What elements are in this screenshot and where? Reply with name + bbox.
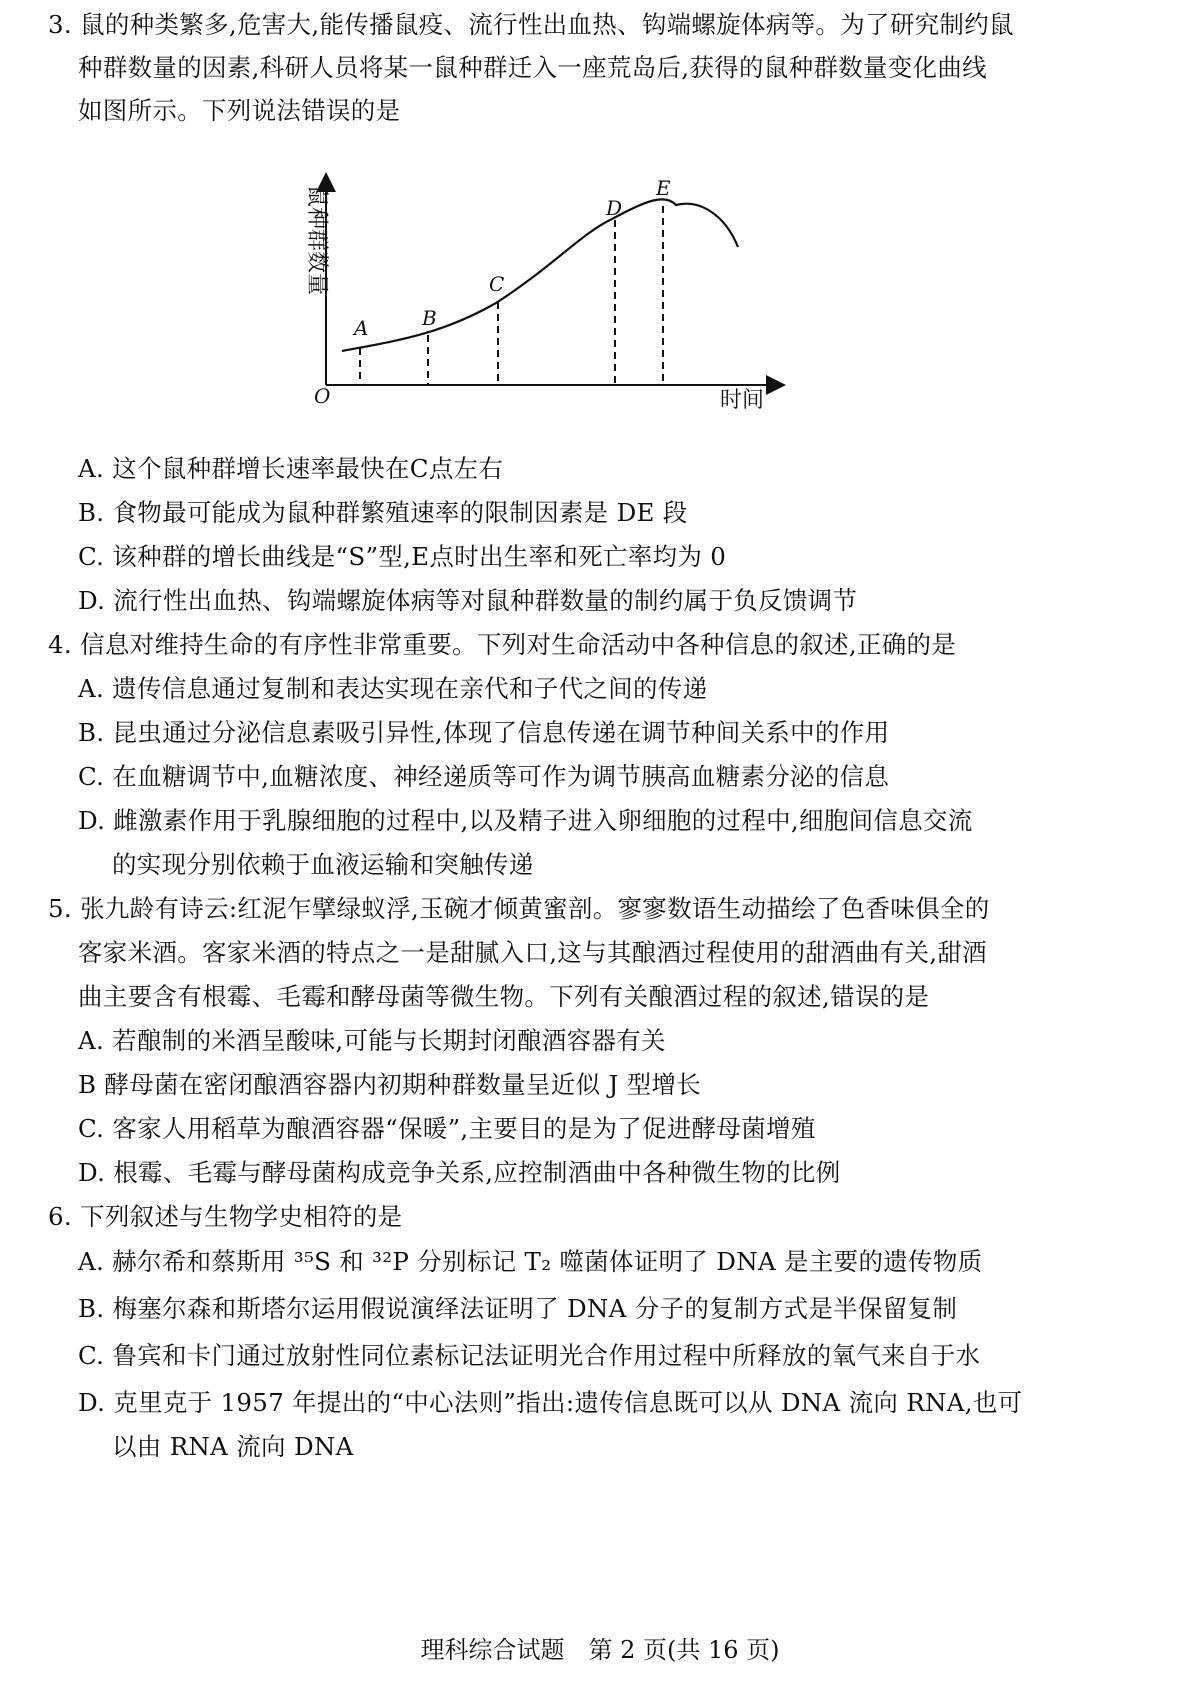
q5-option-a: A. 若酿制的米酒呈酸味,可能与长期封闭酿酒容器有关 — [78, 1026, 666, 1055]
q6-stem: 6. 下列叙述与生物学史相符的是 — [48, 1202, 403, 1231]
q4-option-a: A. 遗传信息通过复制和表达实现在亲代和子代之间的传递 — [78, 674, 708, 703]
population-curve-svg — [300, 175, 860, 465]
q5-option-c: C. 客家人用稻草为酿酒容器“保暖”,主要目的是为了促进酵母菌增殖 — [78, 1114, 816, 1143]
page-footer: 理科综合试题 第 2 页(共 16 页) — [420, 1636, 780, 1664]
q4-option-b: B. 昆虫通过分泌信息素吸引异性,体现了信息传递在调节种间关系中的作用 — [78, 718, 890, 747]
q5-stem-line-3: 曲主要含有根霉、毛霉和酵母菌等微生物。下列有关酿酒过程的叙述,错误的是 — [78, 982, 930, 1011]
q6-option-d-cont: 以由 RNA 流向 DNA — [112, 1432, 354, 1461]
point-label-c: C — [489, 272, 505, 296]
q5-option-b: B 酵母菌在密闭酿酒容器内初期种群数量呈近似 J 型增长 — [78, 1070, 702, 1099]
y-axis-label: 鼠种群数量 — [304, 185, 329, 296]
q3-stem-line-3: 如图所示。下列说法错误的是 — [78, 96, 401, 125]
q3-stem-line-1: 3. 鼠的种类繁多,危害大,能传播鼠疫、流行性出血热、钩端螺旋体病等。为了研究制约鼠 — [48, 10, 1014, 39]
q6-option-c: C. 鲁宾和卡门通过放射性同位素标记法证明光合作用过程中所释放的氧气来自于水 — [78, 1341, 981, 1370]
q4-option-d-cont: 的实现分别依赖于血液运输和突触传递 — [112, 850, 534, 879]
q6-option-a: A. 赫尔希和蔡斯用 ³⁵S 和 ³²P 分别标记 T₂ 噬菌体证明了 DNA 是主要的遗传物质 — [78, 1247, 983, 1276]
point-label-e: E — [656, 176, 671, 200]
population-curve — [342, 199, 738, 351]
population-curve-figure — [300, 175, 860, 465]
q6-option-b: B. 梅塞尔森和斯塔尔运用假说演绎法证明了 DNA 分子的复制方式是半保留复制 — [78, 1294, 958, 1323]
q3-option-b: B. 食物最可能成为鼠种群繁殖速率的限制因素是 DE 段 — [78, 498, 688, 527]
x-axis-label: 时间 — [720, 388, 765, 413]
q5-option-d: D. 根霉、毛霉与酵母菌构成竞争关系,应控制酒曲中各种微生物的比例 — [78, 1158, 841, 1187]
point-label-d: D — [606, 196, 623, 220]
q4-option-d: D. 雌激素作用于乳腺细胞的过程中,以及精子进入卵细胞的过程中,细胞间信息交流 — [78, 806, 973, 835]
q4-option-c: C. 在血糖调节中,血糖浓度、神经递质等可作为调节胰高血糖素分泌的信息 — [78, 762, 890, 791]
point-label-b: B — [422, 306, 437, 330]
q3-stem-line-2: 种群数量的因素,科研人员将某一鼠种群迁入一座荒岛后,获得的鼠种群数量变化曲线 — [78, 53, 987, 82]
origin-label: O — [314, 384, 331, 408]
q6-option-d: D. 克里克于 1957 年提出的“中心法则”指出:遗传信息既可以从 DNA 流向 RNA,也可 — [78, 1388, 1023, 1417]
q3-option-c: C. 该种群的增长曲线是“S”型,E点时出生率和死亡率均为 0 — [78, 542, 727, 571]
point-label-a: A — [354, 316, 369, 340]
q3-option-a: A. 这个鼠种群增长速率最快在C点左右 — [78, 454, 504, 483]
q3-option-d: D. 流行性出血热、钩端螺旋体病等对鼠种群数量的制约属于负反馈调节 — [78, 586, 858, 615]
q5-stem-line-2: 客家米酒。客家米酒的特点之一是甜腻入口,这与其酿酒过程使用的甜酒曲有关,甜酒 — [78, 938, 987, 967]
q4-stem: 4. 信息对维持生命的有序性非常重要。下列对生命活动中各种信息的叙述,正确的是 — [48, 630, 957, 659]
q5-stem-line-1: 5. 张九龄有诗云:红泥乍擘绿蚁浮,玉碗才倾黄蜜剖。寥寥数语生动描绘了色香味俱全的 — [48, 894, 990, 923]
